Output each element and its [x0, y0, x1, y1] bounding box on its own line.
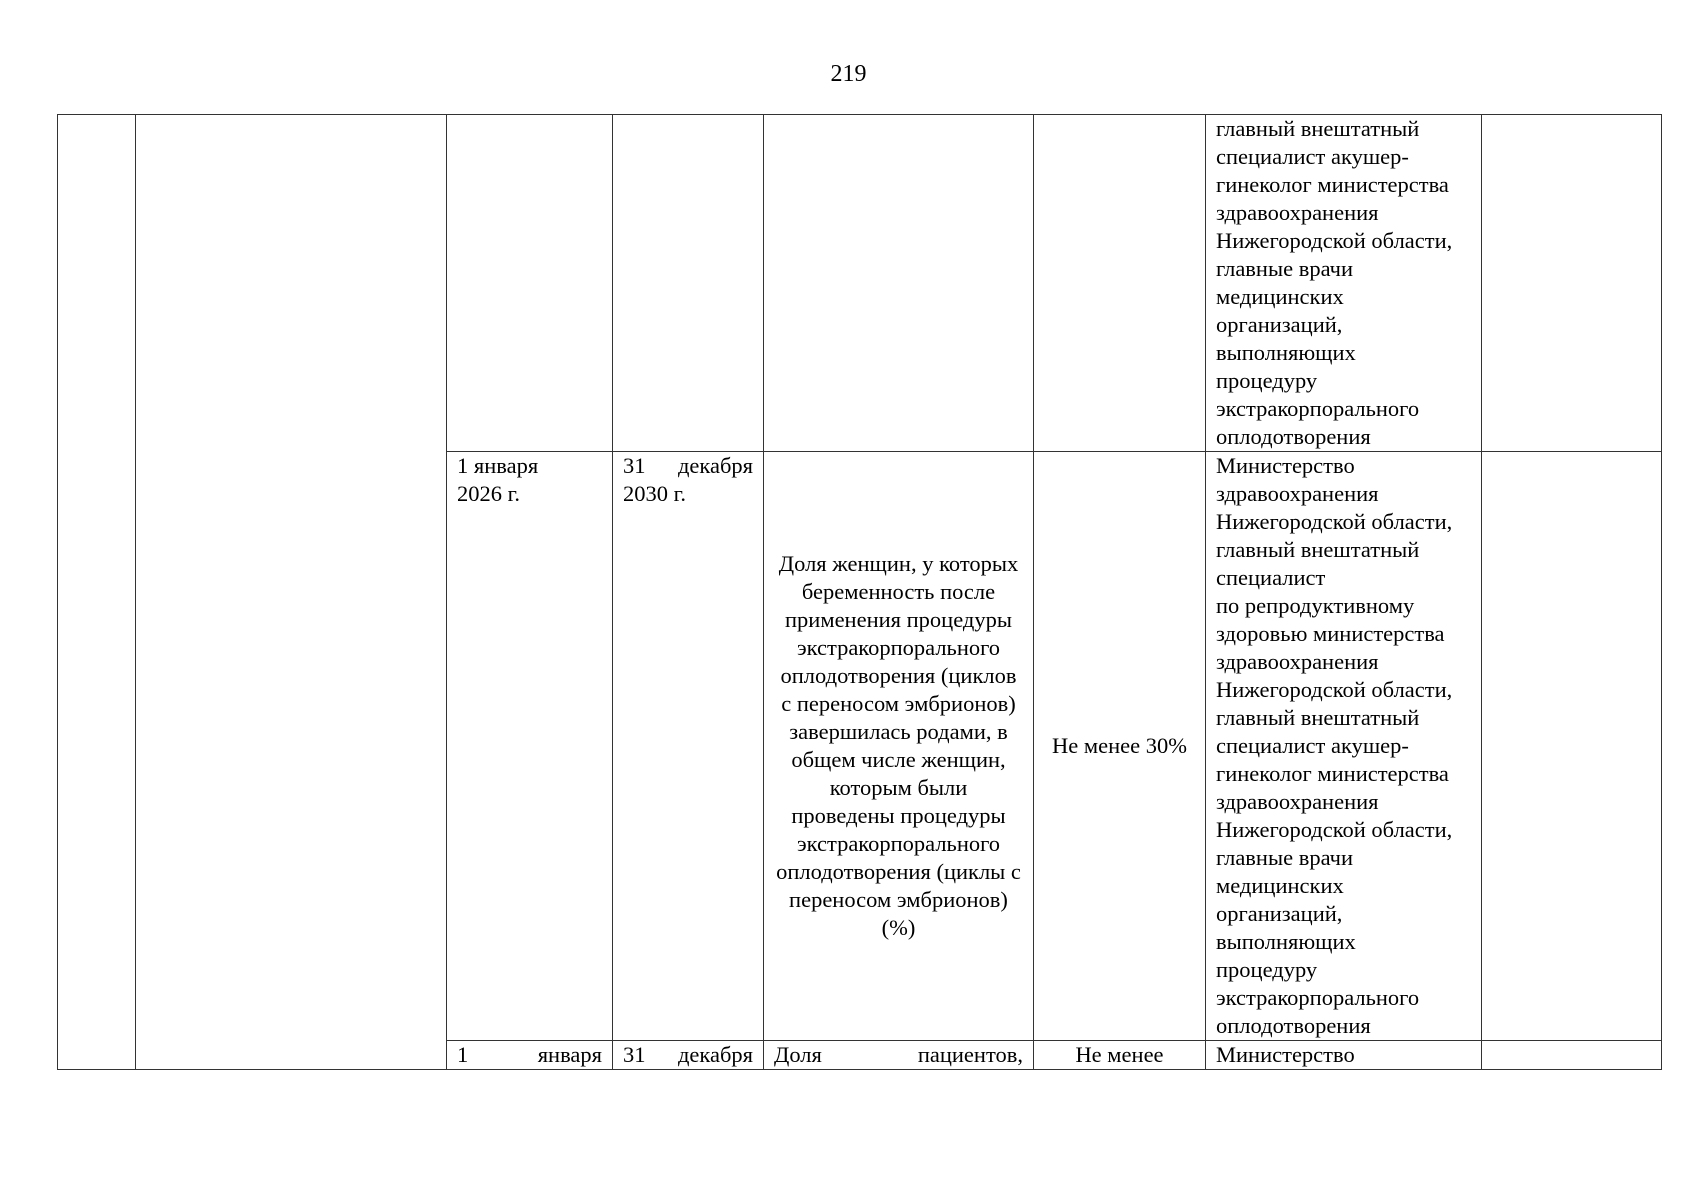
measure-name-cell — [136, 115, 447, 1070]
target-cell: Не менее — [1034, 1041, 1206, 1070]
indicator-word-2: пациентов, — [917, 1042, 1023, 1067]
number-cell — [58, 115, 136, 1070]
end-date-cell — [613, 115, 764, 452]
start-date-cell — [447, 452, 613, 1041]
indicator-cell — [764, 452, 1034, 1041]
responsible-cell: Министерство — [1206, 1041, 1482, 1070]
target-cell — [1034, 452, 1206, 1041]
start-date-month: января — [537, 1042, 602, 1067]
end-date-line2: 2030 г. — [623, 481, 686, 506]
end-date-day: 31 — [623, 1042, 646, 1067]
end-date-month: декабря — [677, 453, 753, 478]
responsible-cell: Министерство здравоохранения Нижегородской области, главный внештатный специалист по репродуктивному здоровью министерства здравоохранения Нижегородской области, главный внештатный специалист акушер- гинеколог министерства здравоохранения Нижегородской области, главные врачи медицинских организаций, выполняющих процедуру экстракорпорального оплодотворения — [1206, 452, 1482, 1041]
start-date-line1: 1 января — [457, 453, 539, 478]
target-cell — [1034, 115, 1206, 452]
target-value: Не менее 30% — [1052, 733, 1187, 758]
indicator-cell — [764, 1041, 1034, 1070]
end-date-cell — [613, 1041, 764, 1070]
notes-cell — [1482, 115, 1662, 452]
end-date-month: декабря — [677, 1042, 753, 1067]
end-date-day: 31 — [623, 453, 646, 478]
start-date-cell — [447, 1041, 613, 1070]
end-date-line1 — [623, 1041, 753, 1069]
indicator-text: Доля женщин, у которых беременность после применения процедуры экстракорпорального оплодотворения (циклов с переносом эмбрионов) завершилась родами, в общем числе женщин, которым были проведены процедуры экстракорпорального оплодотворения (циклы с переносом эмбрионов) (%) — [776, 551, 1021, 940]
end-date-line1 — [623, 452, 753, 480]
indicator-cell — [764, 115, 1034, 452]
indicator-line1 — [774, 1041, 1023, 1069]
responsible-cell: главный внештатный специалист акушер- гинеколог министерства здравоохранения Нижегородской области, главные врачи медицинских организаций, выполняющих процедуру экстракорпорального оплодотворения — [1206, 115, 1482, 452]
start-date-line2: 2026 г. — [457, 481, 520, 506]
notes-cell — [1482, 1041, 1662, 1070]
start-date-day: 1 — [457, 1042, 469, 1067]
table-row — [58, 115, 1662, 452]
notes-cell — [1482, 452, 1662, 1041]
end-date-cell — [613, 452, 764, 1041]
measures-table — [57, 114, 1662, 1070]
page-number: 219 — [830, 61, 867, 87]
start-date-line1 — [457, 1041, 602, 1069]
indicator-word-1: Доля — [774, 1042, 822, 1067]
start-date-cell — [447, 115, 613, 452]
